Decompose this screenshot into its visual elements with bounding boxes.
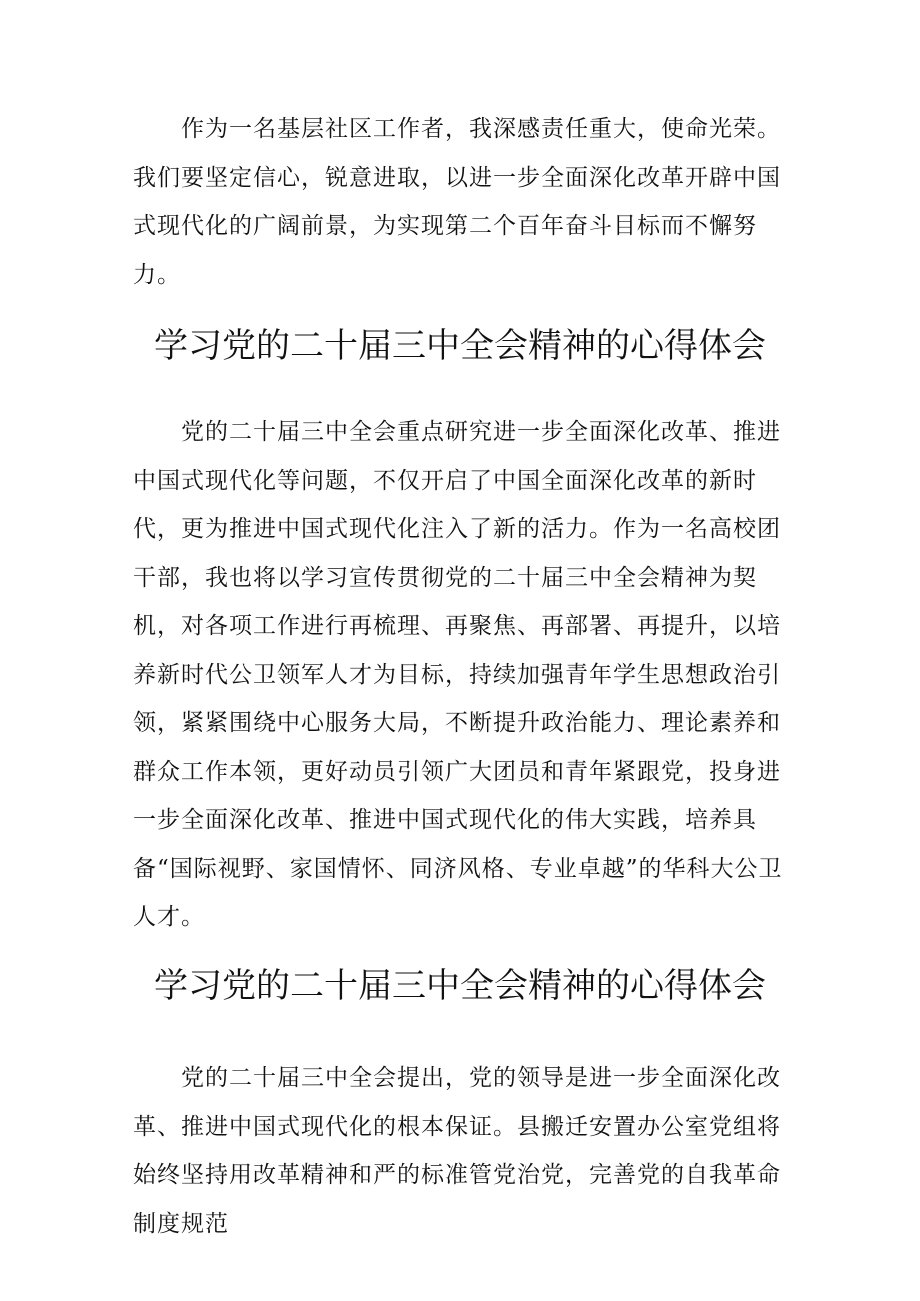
section-heading-1: 学习党的二十届三中全会精神的心得体会 [154,326,766,366]
section-heading-2: 学习党的二十届三中全会精神的心得体会 [154,966,766,1006]
paragraph-2: 党的二十届三中全会重点研究进一步全面深化改革、推进中国式现代化等问题，不仅开启了中国全面深化改革的新时代，更为推进中国式现代化注入了新的活力。作为一名高校团干部，我也将以学习宣传贯彻党的二十届三中全会精神为契机，对各项工作进行再梳理、再聚焦、再部署、再提升，以培养新时代公卫领军人才为目标，持续加强青年学生思想政治引领，紧紧围绕中心服务大局，不断提升政治能力、理论素养和群众工作本领，更好动员引领广大团员和青年紧跟党，投身进一步全面深化改革、推进中国式现代化的伟大实践，培养具备“国际视野、家国情怀、同济风格、专业卓越”的华科大公卫人才。 [133,419,783,930]
paragraph-1: 作为一名基层社区工作者，我深感责任重大，使命光荣。我们要坚定信心，锐意进取，以进一步全面深化改革开辟中国式现代化的广阔前景，为实现第二个百年奋斗目标而不懈努力。 [133,116,781,288]
paragraph-3: 党的二十届三中全会提出，党的领导是进一步全面深化改革、推进中国式现代化的根本保证。县搬迁安置办公室党组将始终坚持用改革精神和严的标准管党治党，完善党的自我革命制度规范 [133,1065,781,1237]
